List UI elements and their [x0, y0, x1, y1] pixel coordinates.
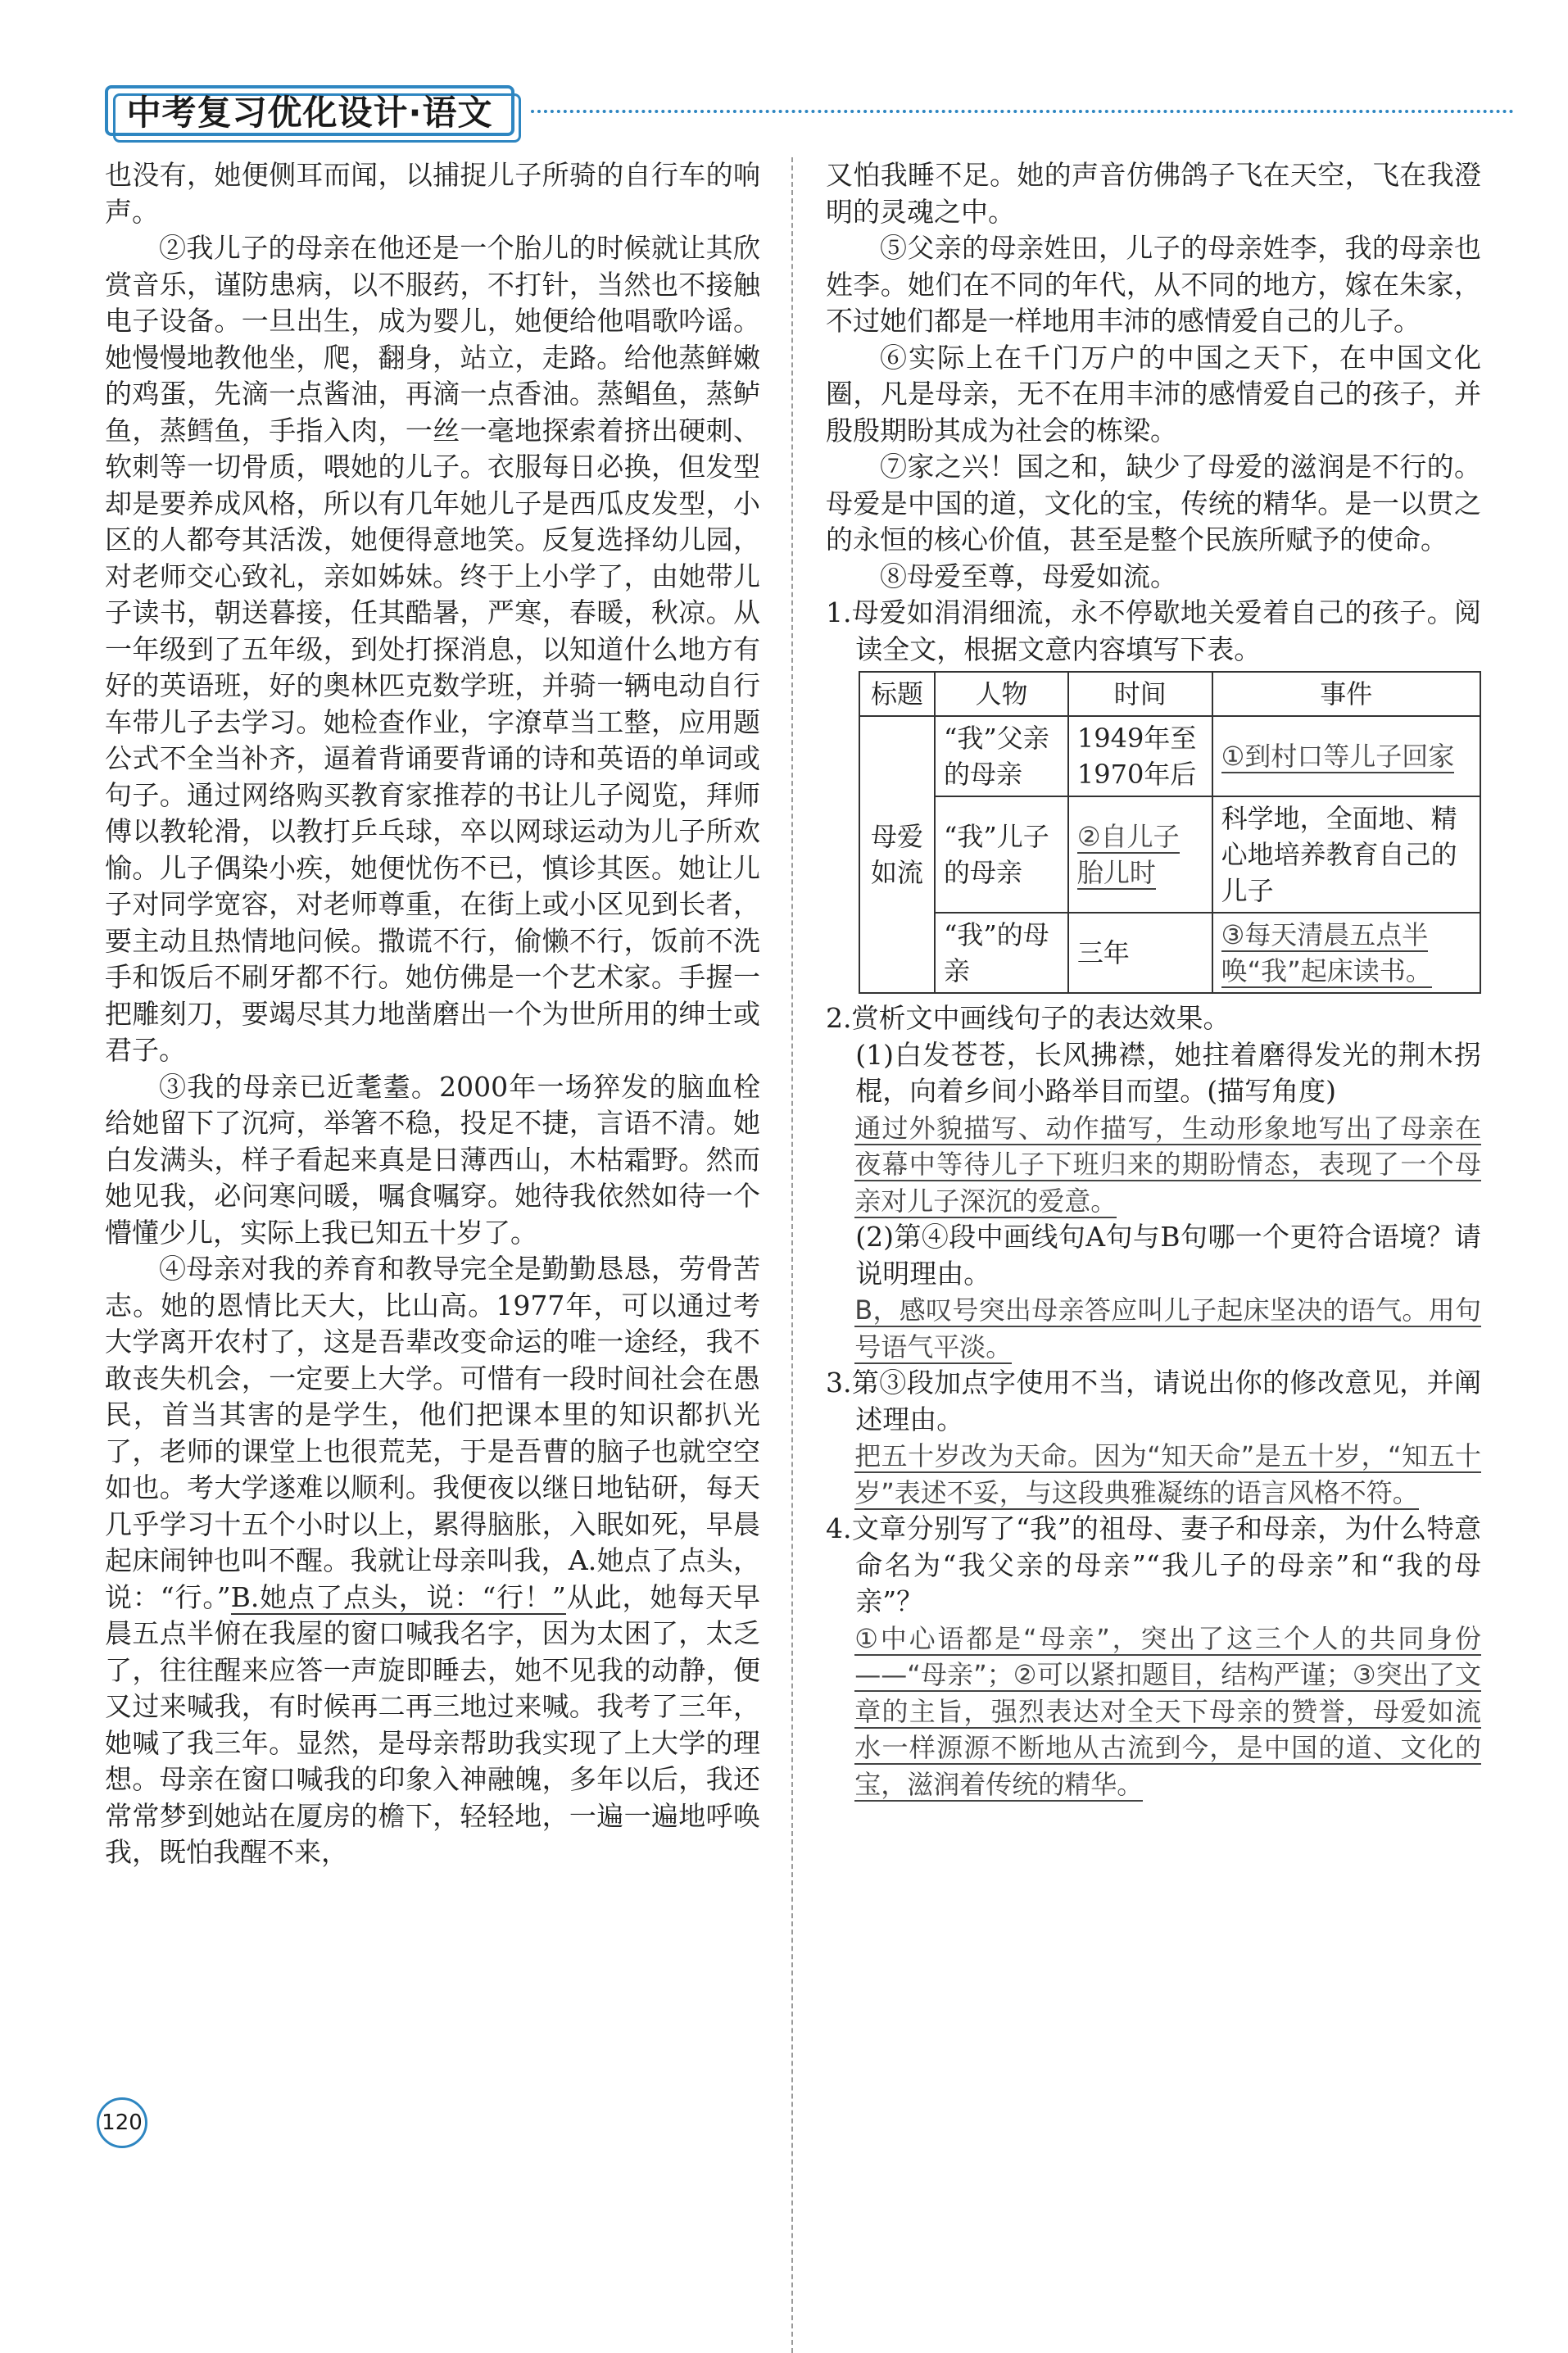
- paragraph-8: ⑧母爱至尊，母爱如流。: [880, 560, 1177, 592]
- question-4: 4.文章分别写了“我”的祖母、妻子和母亲，为什么特意命名为“我父亲的母亲”“我儿子的母亲”和“我的母亲”？: [826, 1512, 1481, 1617]
- person-cell: “我”父亲的母亲: [935, 716, 1068, 796]
- question-3-answer: [826, 1438, 1481, 1511]
- paragraph-3: ③我的母亲已近耄耋。2000年一场猝发的脑血栓给她留下了沉疴，举箸不稳，投足不捷，言语不清。她白发满头，样子看起来真是日薄西山，木枯霜野。然而她见我，必问寒问暖，嘱食嘱穿。她待我依然如待一个懵懂少儿，实际上我已知五十岁了。: [105, 1070, 760, 1249]
- header-dotted-rule: [531, 110, 1514, 116]
- table-header: 时间: [1068, 672, 1212, 716]
- question-2-answer-1: [826, 1110, 1481, 1220]
- paragraph-1-end: 也没有，她便侧耳而闻，以捕捉儿子所骑的自行车的响声。: [105, 159, 760, 228]
- answer-text: B，感叹号突出母亲答应叫儿子起床坚决的语气。用句号语气平淡。: [854, 1294, 1481, 1362]
- question-2-sub-1: (1)白发苍苍，长风拂襟，她拄着磨得发光的荆木拐棍，向着乡间小路举目而望。(描写角度): [855, 1038, 1481, 1107]
- paragraph-4-part-c: 从此，她每天早晨五点半俯在我屋的窗口喊我名字，因为太困了，太乏了，往往醒来应答一声旋即睡去，她不见我的动静，便又过来喊我，有时候再二再三地过来喊。我考了三年，她喊了我三年。显然，是母亲帮助我实现了上大学的理想。母亲在窗口喊我的印象入神融魄，多年以后，我还常常梦到她站在厦房的檐下，轻轻地，一遍一遍地呼唤我，既怕我醒不来，: [105, 1580, 760, 1868]
- paragraph-4: [105, 1251, 760, 1871]
- question-3: 3.第③段加点字使用不当，请说出你的修改意见，并阐述理由。: [826, 1367, 1481, 1435]
- event-answer-cell: [1212, 913, 1480, 993]
- person-cell: “我”儿子的母亲: [935, 796, 1068, 913]
- right-column: [826, 157, 1481, 1802]
- question-2-sub-2: (2)第④段中画线句A句与B句哪一个更符合语境？请说明理由。: [855, 1221, 1481, 1290]
- question-1-table: [859, 671, 1481, 994]
- paragraph-7: ⑦家之兴！国之和，缺少了母爱的滋润是不行的。母爱是中国的道，文化的宝，传统的精华。是一以贯之的永恒的核心价值，甚至是整个民族所赋予的使命。: [826, 451, 1481, 555]
- time-cell: 三年: [1068, 913, 1212, 993]
- left-column: [105, 157, 760, 1871]
- page-header: [105, 85, 1514, 141]
- question-2-answer-2: [826, 1292, 1481, 1365]
- title-cell: 母爱如流: [859, 716, 935, 993]
- paragraph-4-underlined-b: B.她点了点头，说：“行！”: [230, 1580, 566, 1613]
- question-2: 2.赏析文中画线句子的表达效果。: [826, 1002, 1230, 1034]
- event-answer-cell: [1212, 716, 1480, 796]
- table-header: 事件: [1212, 672, 1480, 716]
- table-row: [859, 913, 1480, 993]
- answer-text: ①中心语都是“母亲”，突出了这三个人的共同身份——“母亲”；②可以紧扣题目，结构严谨；③突出了文章的主旨，强烈表达对全天下母亲的赞誉，母爱如流水一样源源不断地从古流到今，是中国的道、文化的宝，滋润着传统的精华。: [854, 1622, 1481, 1800]
- table-row: [859, 716, 1480, 796]
- question-1: 1.母爱如涓涓细流，永不停歇地关爱着自己的孩子。阅读全文，根据文意内容填写下表。: [826, 596, 1481, 665]
- paragraph-2: ②我儿子的母亲在他还是一个胎儿的时候就让其欣赏音乐，谨防患病，以不服药，不打针，当然也不接触电子设备。一旦出生，成为婴儿，她便给他唱歌吟谣。她慢慢地教他坐，爬，翻身，站立，走路。给他蒸鲜嫩的鸡蛋，先滴一点酱油，再滴一点香油。蒸鲳鱼，蒸鲈鱼，蒸鳕鱼，手指入肉，一丝一毫地探索着挤出硬刺、软刺等一切骨质，喂她的儿子。衣服每日必换，但发型却是要养成风格，所以有几年她儿子是西瓜皮发型，小区的人都夸其活泼，她便得意地笑。反复选择幼儿园，对老师交心致礼，亲如姊妹。终于上小学了，由她带儿子读书，朝送暮接，任其酷暑，严寒，春暖，秋凉。从一年级到了五年级，到处打探消息，以知道什么地方有好的英语班，好的奥林匹克数学班，并骑一辆电动自行车带儿子去学习。她检查作业，字潦草当工整，应用题公式不全当补齐，逼着背诵要背诵的诗和英语的单词或句子。通过网络购买教育家推荐的书让儿子阅览，拜师傅以教轮滑，以教打乒乓球，卒以网球运动为儿子所欢愉。儿子偶染小疾，她便忧伤不已，慎诊其医。她让儿子对同学宽容，对老师尊重，在街上或小区见到长者，要主动且热情地问候。撒谎不行，偷懒不行，饭前不洗手和饭后不刷牙都不行。她仿佛是一个艺术家。手握一把雕刻刀，要竭尽其力地凿磨出一个为世所用的绅士或君子。: [105, 232, 760, 1066]
- paragraph-5: ⑤父亲的母亲姓田，儿子的母亲姓李，我的母亲也姓李。她们在不同的年代，从不同的地方，嫁在朱家，不过她们都是一样地用丰沛的感情爱自己的儿子。: [826, 232, 1481, 337]
- paragraph-4-part-a: ④母亲对我的养育和教导完全是勤勤恳恳，劳骨苦志。她的恩情比天大，比山高。1977年，可以通过考大学离开农村了，这是吾辈改变命运的唯一途经，我不敢丧失机会，一定要上大学。可惜有一段时间社会在愚民，首当其害的是学生，他们把课本里的知识都扒光了，老师的课堂上也很荒芜，于是吾曹的脑子也就空空如也。考大学遂难以顺利。我便夜以继日地钻研，每天几乎学习十五个小时以上，累得脑胀，入眠如死，早晨起床闹钟也叫不醒。我就让母亲叫我，A.她点了点头，说：“行。”: [105, 1253, 760, 1613]
- time-answer: ②自儿子胎儿时: [1076, 821, 1180, 888]
- event-answer: ③每天清晨五点半唤“我”起床读书。: [1221, 919, 1432, 986]
- question-4-answer: [826, 1621, 1481, 1803]
- time-cell: 1949年至1970年后: [1068, 716, 1212, 796]
- event-cell: 科学地，全面地、精心地培养教育自己的儿子: [1212, 796, 1480, 913]
- page-number: 120: [97, 2097, 147, 2148]
- table-header-row: [859, 672, 1480, 716]
- table-header: 人物: [935, 672, 1068, 716]
- table-header: 标题: [859, 672, 935, 716]
- person-cell: “我”的母亲: [935, 913, 1068, 993]
- event-answer: ①到村口等儿子回家: [1221, 741, 1455, 772]
- answer-text: 通过外貌描写、动作描写，生动形象地写出了母亲在夜幕中等待儿子下班归来的期盼情态，表现了一个母亲对儿子深沉的爱意。: [854, 1112, 1481, 1217]
- table-row: [859, 796, 1480, 913]
- paragraph-6: ⑥实际上在千门万户的中国之天下，在中国文化圈，凡是母亲，无不在用丰沛的感情爱自己的孩子，并殷殷期盼其成为社会的栋梁。: [826, 341, 1481, 447]
- answer-text: 把五十岁改为天命。因为“知天命”是五十岁，“知五十岁”表述不妥，与这段典雅凝练的语言风格不符。: [854, 1440, 1481, 1508]
- paragraph-4-end: 又怕我睡不足。她的声音仿佛鸽子飞在天空，飞在我澄明的灵魂之中。: [826, 159, 1481, 228]
- header-title: 中考复习优化设计·语文: [105, 85, 514, 136]
- time-answer-cell: [1068, 796, 1212, 913]
- column-divider: [791, 157, 793, 2353]
